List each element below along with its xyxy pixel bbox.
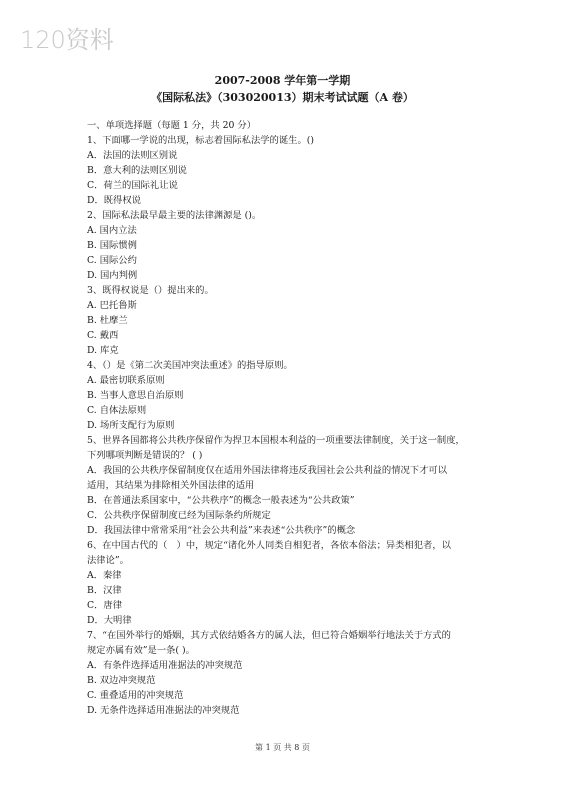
exam-body	[87, 118, 487, 718]
q5-option-b: B．在普通法系国家中，“公共秩序”的概念一般表述为“公共政策”	[87, 495, 355, 506]
q5-option-c: C．公共秩序保留制度已经为国际条约所规定	[87, 510, 271, 521]
q2-option-d: D. 国内判例	[87, 270, 138, 281]
question-2: 2、国际私法最早最主要的法律渊源是 ()。	[87, 210, 262, 221]
q6-option-a: A．秦律	[87, 570, 122, 581]
question-5: 5、世界各国都将公共秩序保留作为捍卫本国根本利益的一项重要法律制度，关于这一制度，	[87, 435, 465, 446]
question-6-cont: 法律论”。	[87, 555, 129, 566]
q6-option-b: B．汉律	[87, 585, 122, 596]
question-3: 3、既得权说是（）提出来的。	[87, 285, 214, 296]
q4-option-b: B. 当事人意思自治原则	[87, 390, 184, 401]
q5-option-a-cont: 适用，其结果为排除相关外国法律的适用	[87, 480, 255, 491]
q1-option-d: D．既得权说	[87, 195, 141, 206]
q3-option-a: A. 巴托鲁斯	[87, 300, 137, 311]
q6-option-d: D．大明律	[87, 615, 132, 626]
q7-option-d: D. 无条件选择适用准据法的冲突规范	[87, 705, 240, 716]
question-7: 7、“在国外举行的婚姻，其方式依结婚各方的属人法，但已符合婚姻举行地法关于方式的	[87, 630, 451, 641]
q4-option-c: C. 自体法原则	[87, 405, 147, 416]
q5-option-d: D．我国法律中常常采用“社会公共利益”来表述“公共秩序”的概念	[87, 525, 356, 536]
exam-title-course: 《国际私法》（303020013）期末考试试题（A 卷）	[151, 91, 414, 104]
question-6: 6、在中国古代的（ ）中，规定“诸化外人同类自相犯者，各依本俗法；异类相犯者，以	[87, 540, 451, 551]
q6-option-c: C．唐律	[87, 600, 123, 611]
exam-title-term: 2007-2008 学年第一学期	[214, 74, 351, 87]
q7-option-a: A．有条件选择适用准据法的冲突规范	[87, 660, 243, 671]
q5-option-a: A．我国的公共秩序保留制度仅在适用外国法律将违反我国社会公共利益的情况下才可以	[87, 465, 447, 476]
q2-option-c: C. 国际公约	[87, 255, 137, 266]
q1-option-a: A．法国的法则区别说	[87, 150, 178, 161]
q1-option-b: B．意大利的法则区别说	[87, 165, 187, 176]
q1-option-c: C．荷兰的国际礼让说	[87, 180, 178, 191]
question-5-cont: 下列哪项判断是错误的？ ( )	[87, 450, 203, 461]
question-7-cont: 规定亦属有效”是一条( )。	[87, 645, 195, 656]
page-number: 第 1 页 共 8 页	[255, 743, 310, 752]
watermark-logo: 120资料	[20, 26, 114, 54]
q7-option-c: C. 重叠适用的冲突规范	[87, 690, 184, 701]
q4-option-d: D. 场所支配行为原则	[87, 420, 175, 431]
q3-option-d: D. 库克	[87, 345, 119, 356]
q7-option-b: B. 双边冲突规范	[87, 675, 156, 686]
question-1: 1、下面哪一学说的出现，标志着国际私法学的诞生。()	[87, 135, 314, 146]
section-heading: 一、单项选择题（每题 1 分，共 20 分）	[87, 120, 257, 131]
q3-option-b: B. 杜摩兰	[87, 315, 128, 326]
q3-option-c: C. 戴西	[87, 330, 119, 341]
q4-option-a: A. 最密切联系原则	[87, 375, 165, 386]
q2-option-a: A. 国内立法	[87, 225, 137, 236]
question-4: 4、（）是《第二次美国冲突法重述》的指导原则。	[87, 360, 293, 371]
q2-option-b: B. 国际惯例	[87, 240, 137, 251]
